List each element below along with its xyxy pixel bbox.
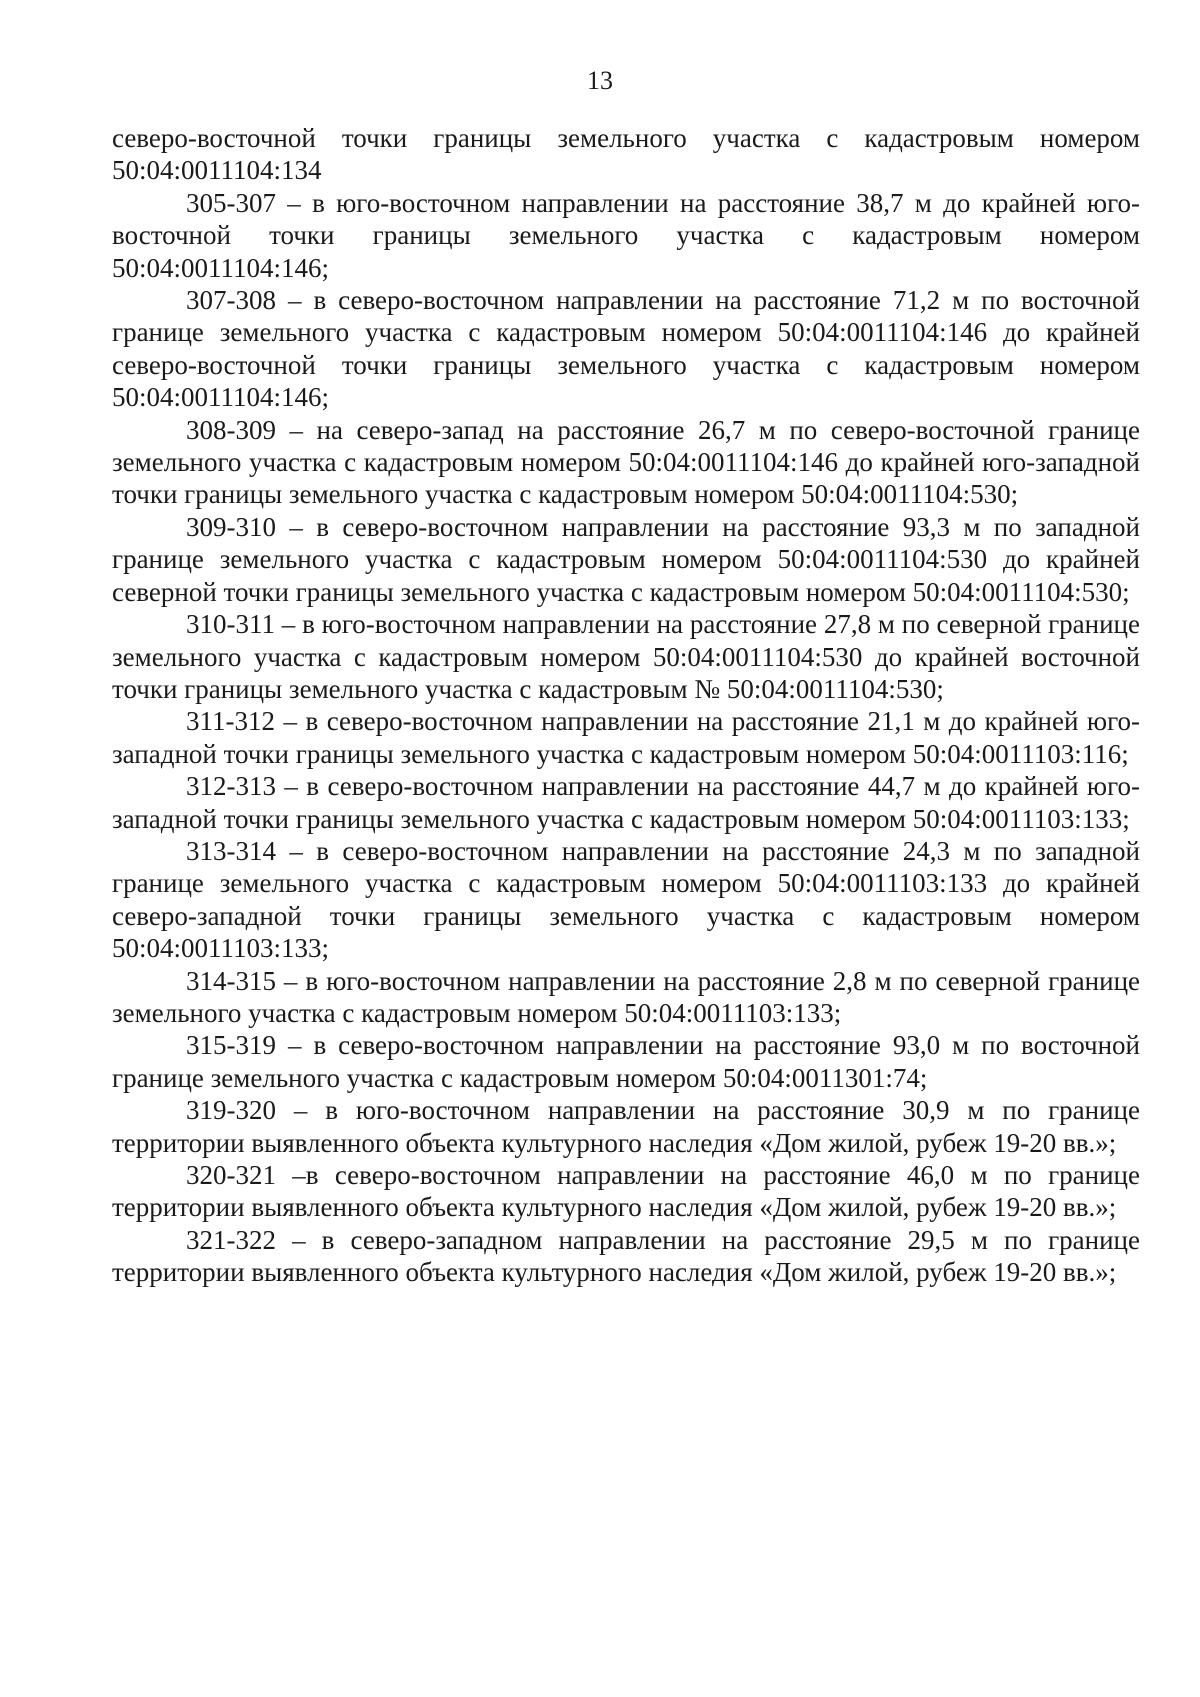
paragraph-segment-312-313: 312-313 – в северо-восточном направлении на расстояние 44,7 м до крайней юго-западной точки границы земельного участка с кадастровым номером 50:04:0011103:133; (112, 771, 1140, 834)
page-number: 13 (587, 66, 613, 95)
paragraph-segment-310-311: 310-311 – в юго-восточном направлении на расстояние 27,8 м по северной границе земельного участка с кадастровым номером 50:04:0011104:530 до крайней восточной точки границы земельного участка с кадастровым № 50:04:0011104:530; (112, 609, 1140, 704)
paragraph-segment-320-321: 320-321 –в северо-восточном направлении на расстояние 46,0 м по границе территории выявленного объекта культурного наследия «Дом жилой, рубеж 19-20 вв.»; (112, 1160, 1140, 1223)
paragraph-continuation: северо-восточной точки границы земельного участка с кадастровым номером 50:04:0011104:134 (112, 123, 1140, 186)
paragraph-segment-313-314: 313-314 – в северо-восточном направлении на расстояние 24,3 м по западной границе земельного участка с кадастровым номером 50:04:0011103:133 до крайней северо-западной точки границы земельного участка с кадастровым номером 50:04:0011103:133; (112, 835, 1140, 964)
document-body (112, 122, 1140, 1289)
paragraph-segment-315-319: 315-319 – в северо-восточном направлении на расстояние 93,0 м по восточной границе земельного участка с кадастровым номером 50:04:0011301:74; (112, 1030, 1140, 1093)
paragraph-segment-309-310: 309-310 – в северо-восточном направлении на расстояние 93,3 м по западной границе земельного участка с кадастровым номером 50:04:0011104:530 до крайней северной точки границы земельного участка с кадастровым номером 50:04:0011104:530; (112, 511, 1140, 607)
paragraph-segment-314-315: 314-315 – в юго-восточном направлении на расстояние 2,8 м по северной границе земельного участка с кадастровым номером 50:04:0011103:133; (112, 965, 1140, 1028)
paragraph-segment-307-308: 307-308 – в северо-восточном направлении на расстояние 71,2 м по восточной границе земельного участка с кадастровым номером 50:04:0011104:146 до крайней северо-восточной точки границы земельного участка с кадастровым номером 50:04:0011104:146; (112, 285, 1140, 413)
paragraph-segment-319-320: 319-320 – в юго-восточном направлении на расстояние 30,9 м по границе территории выявленного объекта культурного наследия «Дом жилой, рубеж 19-20 вв.»; (112, 1095, 1140, 1158)
paragraph-segment-321-322: 321-322 – в северо-западном направлении на расстояние 29,5 м по границе территории выявленного объекта культурного наследия «Дом жилой, рубеж 19-20 вв.»; (112, 1224, 1140, 1288)
paragraph-segment-311-312: 311-312 – в северо-восточном направлении на расстояние 21,1 м до крайней юго-западной точки границы земельного участка с кадастровым номером 50:04:0011103:116; (112, 706, 1140, 769)
paragraph-segment-305-307: 305-307 – в юго-восточном направлении на расстояние 38,7 м до крайней юго-восточной точки границы земельного участка с кадастровым номером 50:04:0011104:146; (112, 187, 1140, 283)
paragraph-segment-308-309: 308-309 – на северо-запад на расстояние 26,7 м по северо-восточной границе земельного участка с кадастровым номером 50:04:0011104:146 до крайней юго-западной точки границы земельного участка с кадастровым номером 50:04:0011104:530; (112, 414, 1140, 510)
